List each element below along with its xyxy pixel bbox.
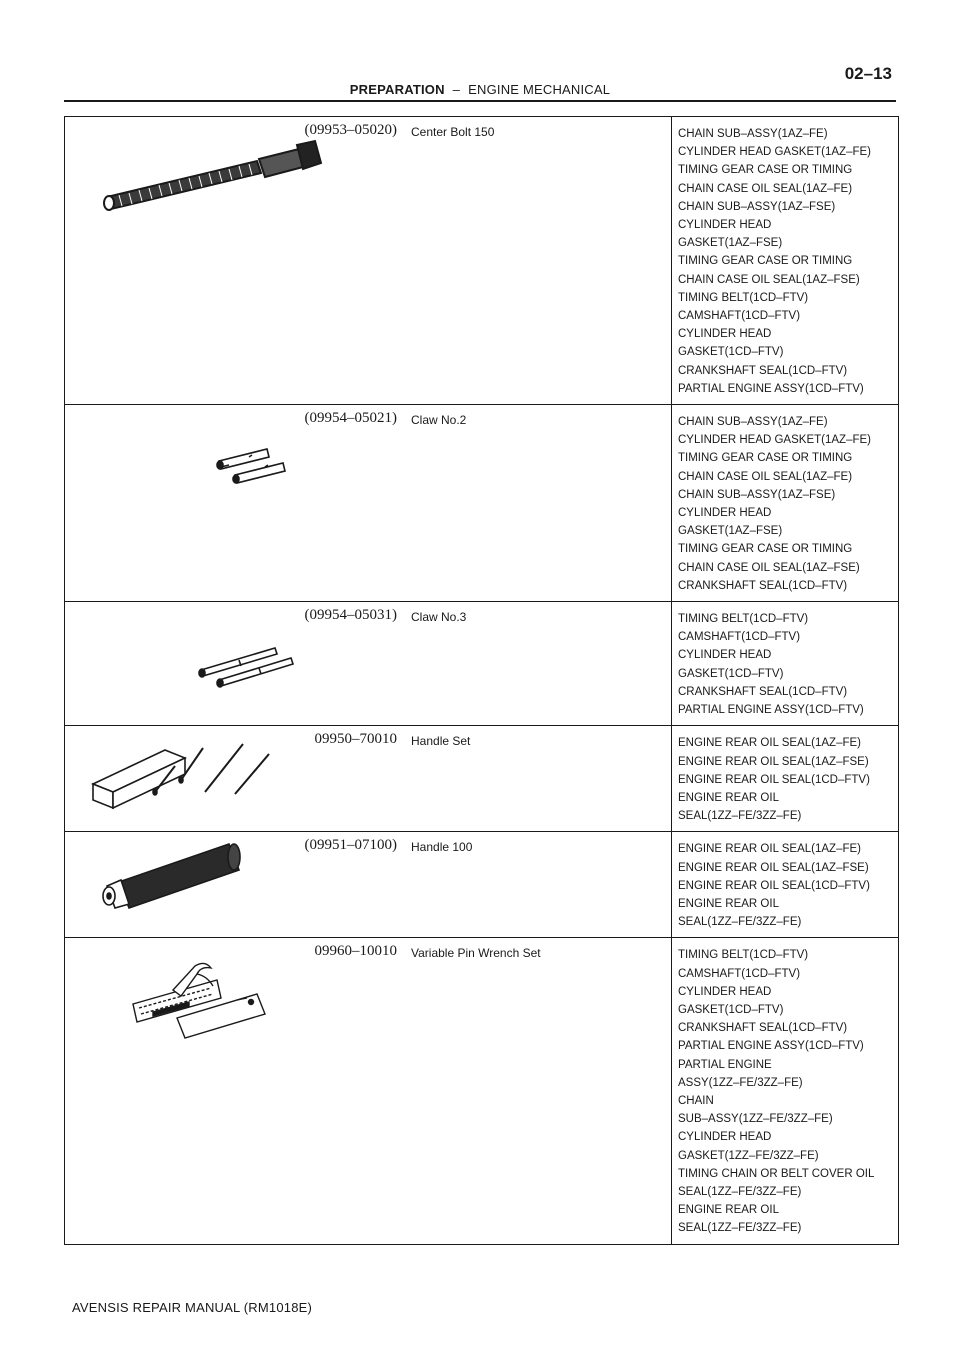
part-number: (09954–05031) [304,607,397,624]
usage-item: CYLINDER HEAD [678,985,772,998]
usage-item: TIMING GEAR CASE OR TIMING [678,164,853,177]
tool-illustration-cell [65,117,406,405]
tool-usage-cell [672,602,899,726]
usage-item: PARTIAL ENGINE [678,1058,772,1071]
manual-footer: AVENSIS REPAIR MANUAL (RM1018E) [72,1300,313,1315]
part-number: 09960–10010 [314,943,397,960]
tool-name: Handle 100 [411,840,473,855]
tool-illustration-cell [65,938,406,1244]
usage-item: SEAL(1ZZ–FE/3ZZ–FE) [678,1222,802,1235]
usage-item: PARTIAL ENGINE ASSY(1CD–FTV) [678,704,864,717]
usage-item: ENGINE REAR OIL SEAL(1CD–FTV) [678,773,870,786]
usage-item: PARTIAL ENGINE ASSY(1CD–FTV) [678,382,864,395]
usage-item: TIMING GEAR CASE OR TIMING [678,543,853,556]
usage-item: ENGINE REAR OIL [678,1204,779,1217]
tool-name-cell [405,602,672,726]
usage-item: CHAIN SUB–ASSY(1AZ–FSE) [678,200,836,213]
usage-item: GASKET(1CD–FTV) [678,667,784,680]
tool-name: Variable Pin Wrench Set [411,946,541,961]
section-bold: PREPARATION [349,82,445,97]
usage-item: CAMSHAFT(1CD–FTV) [678,967,801,980]
usage-item: SUB–ASSY(1ZZ–FE/3ZZ–FE) [678,1113,833,1126]
usage-list [672,726,898,831]
center-bolt-icon [89,139,329,219]
tool-name: Center Bolt 150 [411,125,495,139]
part-number: 09950–70010 [314,731,397,748]
tool-usage-cell [672,832,899,938]
usage-item: CRANKSHAFT SEAL(1CD–FTV) [678,364,848,377]
table-row [65,117,899,405]
usage-item: ENGINE REAR OIL SEAL(1AZ–FSE) [678,755,869,768]
tool-usage-cell [672,726,899,832]
tool-name-cell [405,938,672,1244]
page-header [64,62,896,102]
tool-name: Claw No.3 [411,610,467,625]
table-row [65,938,899,1244]
usage-item: CRANKSHAFT SEAL(1CD–FTV) [678,1022,848,1035]
usage-item: GASKET(1CD–FTV) [678,1003,784,1016]
tool-illustration-cell [65,405,406,602]
usage-item: TIMING BELT(1CD–FTV) [678,291,809,304]
usage-item: TIMING GEAR CASE OR TIMING [678,452,853,465]
usage-item: PARTIAL ENGINE ASSY(1CD–FTV) [678,1040,864,1053]
usage-item: CYLINDER HEAD [678,219,772,232]
usage-item: CHAIN SUB–ASSY(1AZ–FE) [678,416,828,429]
usage-list [672,832,898,937]
tool-illustration-cell [65,832,406,938]
handle-icon [89,842,329,922]
usage-item: CHAIN [678,1094,714,1107]
usage-item: GASKET(1ZZ–FE/3ZZ–FE) [678,1149,819,1162]
usage-item: CHAIN SUB–ASSY(1AZ–FE) [678,128,828,140]
usage-item: TIMING GEAR CASE OR TIMING [678,255,853,268]
tool-usage-cell [672,405,899,602]
tool-illustration-cell [65,726,406,832]
usage-item: ENGINE REAR OIL SEAL(1CD–FTV) [678,879,870,892]
usage-item: GASKET(1AZ–FSE) [678,525,783,538]
usage-item: CYLINDER HEAD [678,328,772,341]
usage-item: SEAL(1ZZ–FE/3ZZ–FE) [678,916,802,929]
header-rule [64,100,896,102]
usage-item: GASKET(1CD–FTV) [678,346,784,359]
part-number: (09953–05020) [304,122,397,138]
usage-item: CHAIN CASE OIL SEAL(1AZ–FE) [678,470,853,483]
section-dash: – [452,82,461,97]
long-claw-pins-icon [89,624,329,704]
tool-usage-cell [672,938,899,1244]
tool-name-cell [405,405,672,602]
tool-name: Claw No.2 [411,413,467,428]
usage-item: CYLINDER HEAD GASKET(1AZ–FE) [678,146,871,159]
usage-item: ENGINE REAR OIL SEAL(1AZ–FSE) [678,861,869,874]
usage-list [672,405,898,601]
usage-item: CAMSHAFT(1CD–FTV) [678,631,801,644]
usage-item: CYLINDER HEAD GASKET(1AZ–FE) [678,434,871,447]
usage-item: ENGINE REAR OIL SEAL(1AZ–FE) [678,843,861,856]
usage-item: ENGINE REAR OIL [678,791,779,804]
usage-list [672,938,898,1243]
usage-list [672,602,898,725]
usage-item: ASSY(1ZZ–FE/3ZZ–FE) [678,1076,803,1089]
table-row [65,726,899,832]
tool-usage-cell [672,117,899,405]
usage-item: TIMING CHAIN OR BELT COVER OIL [678,1167,875,1180]
usage-item: CYLINDER HEAD [678,649,772,662]
usage-item: ENGINE REAR OIL SEAL(1AZ–FE) [678,737,861,750]
usage-item: CAMSHAFT(1CD–FTV) [678,310,801,323]
usage-item: ENGINE REAR OIL [678,897,779,910]
usage-item: CRANKSHAFT SEAL(1CD–FTV) [678,579,848,592]
tool-table [64,116,899,1245]
tool-illustration-cell [65,602,406,726]
page-number: 02–13 [844,64,892,83]
usage-item: CHAIN CASE OIL SEAL(1AZ–FSE) [678,561,860,574]
usage-item: GASKET(1AZ–FSE) [678,237,783,250]
usage-item: CHAIN CASE OIL SEAL(1AZ–FSE) [678,273,860,286]
usage-item: TIMING BELT(1CD–FTV) [678,949,809,962]
section-title [64,82,896,97]
part-number: (09954–05021) [304,410,397,427]
tool-name: Handle Set [411,734,471,749]
handle-set-icon [89,734,329,814]
table-row [65,405,899,602]
table-row [65,832,899,938]
usage-item: SEAL(1ZZ–FE/3ZZ–FE) [678,810,802,823]
usage-list [672,117,898,404]
usage-item: CYLINDER HEAD [678,1131,772,1144]
table-row [65,602,899,726]
pin-wrench-set-icon [89,960,329,1040]
tool-name-cell [405,117,672,405]
part-number: (09951–07100) [304,837,397,854]
section-subtitle: ENGINE MECHANICAL [468,82,611,97]
usage-item: TIMING BELT(1CD–FTV) [678,613,809,626]
tool-name-cell [405,832,672,938]
claw-pins-icon [89,427,329,507]
tool-name-cell [405,726,672,832]
usage-item: CHAIN SUB–ASSY(1AZ–FSE) [678,488,836,501]
usage-item: CHAIN CASE OIL SEAL(1AZ–FE) [678,182,853,195]
usage-item: CRANKSHAFT SEAL(1CD–FTV) [678,685,848,698]
usage-item: SEAL(1ZZ–FE/3ZZ–FE) [678,1185,802,1198]
usage-item: CYLINDER HEAD [678,507,772,520]
